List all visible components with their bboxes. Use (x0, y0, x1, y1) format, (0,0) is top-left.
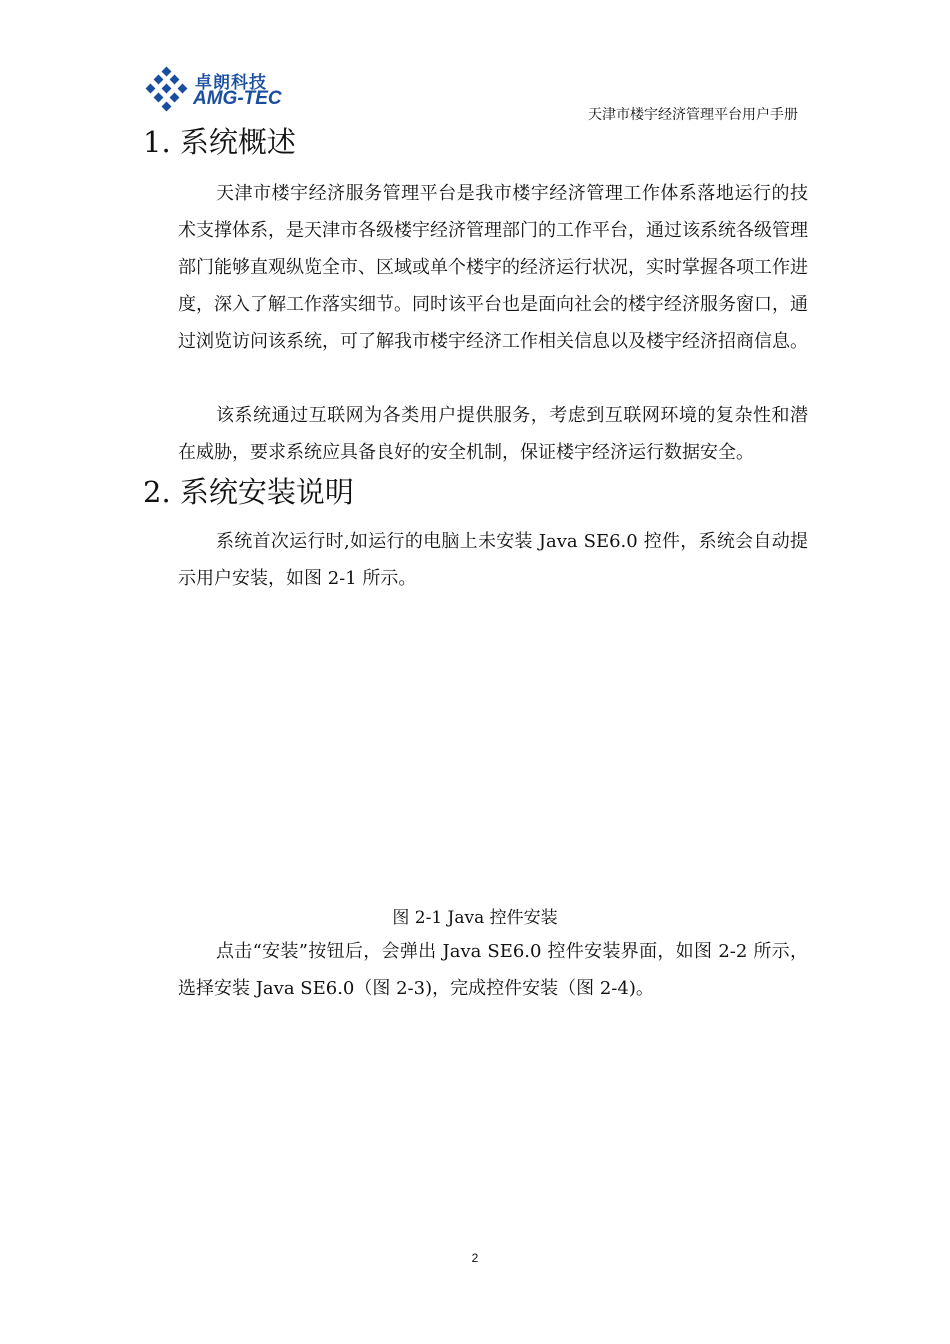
paragraph-installation-2: 点击“安装”按钮后，会弹出 Java SE6.0 控件安装界面，如图 2-2 所示，选择安装 Java SE6.0（图 2-3)，完成控件安装（图 2-4)。 (178, 941, 808, 999)
logo-english-text: AMG-TEC (193, 88, 282, 109)
section-heading-overview: 1. 系统概述 (143, 125, 296, 159)
company-logo (143, 66, 303, 114)
logo-mark-icon (143, 66, 191, 114)
paragraph-installation-1: 系统首次运行时,如运行的电脑上未安装 Java SE6.0 控件，系统会自动提示用户安装，如图 2-1 所示。 (178, 531, 808, 589)
document-title: 天津市楼宇经济管理平台用户手册 (588, 107, 798, 123)
paragraph-overview-1: 天津市楼宇经济服务管理平台是我市楼宇经济管理工作体系落地运行的技术支撑体系，是天津市各级楼宇经济管理部门的工作平台，通过该系统各级管理部门能够直观纵览全市、区域或单个楼宇的经济运行状况，实时掌握各项工作进度，深入了解工作落实细节。同时该平台也是面向社会的楼宇经济服务窗口，通过浏览访问该系统，可了解我市楼宇经济工作相关信息以及楼宇经济招商信息。 (178, 183, 808, 352)
page-number: 2 (471, 1251, 479, 1265)
section-heading-installation: 2. 系统安装说明 (143, 475, 354, 509)
paragraph-overview-2: 该系统通过互联网为各类用户提供服务，考虑到互联网环境的复杂性和潜在威胁，要求系统应具备良好的安全机制，保证楼宇经济运行数据安全。 (178, 405, 808, 463)
figure-caption: 图 2-1 Java 控件安装 (392, 908, 558, 928)
logo-chinese-text: 卓朗科技 (195, 73, 267, 93)
